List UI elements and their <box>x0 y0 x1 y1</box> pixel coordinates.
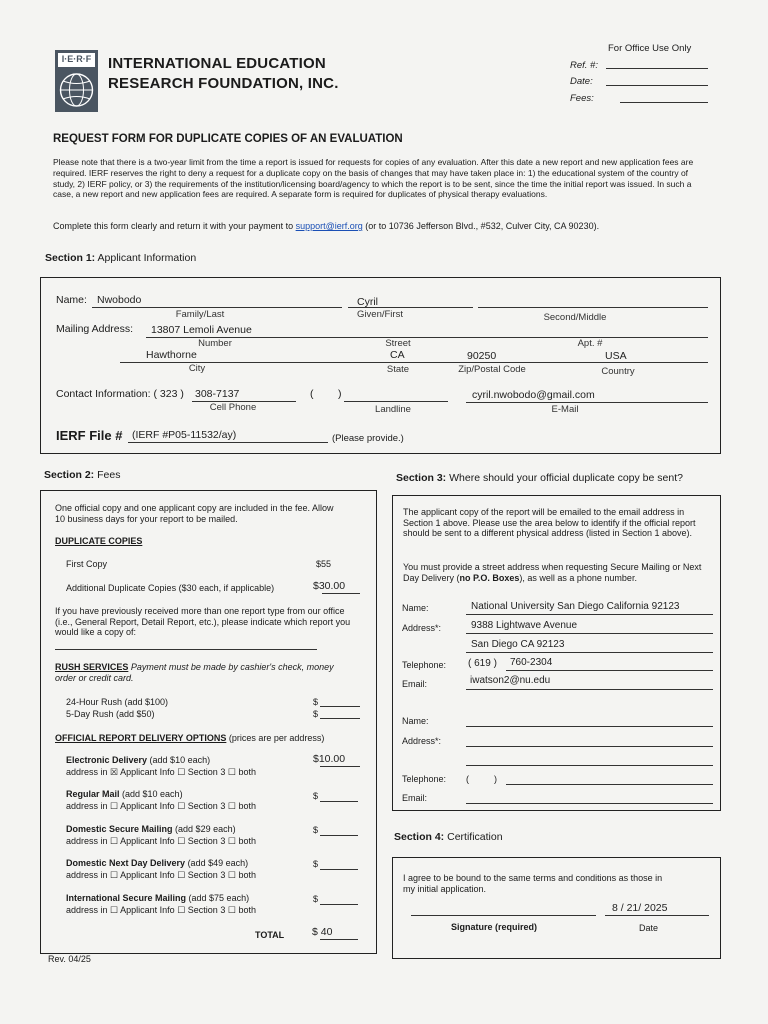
checkbox-icon[interactable]: ☐ <box>227 801 236 811</box>
s1-name-label: Name: <box>56 294 87 306</box>
second-name-field[interactable] <box>478 307 708 308</box>
checkbox-icon[interactable]: ☐ <box>227 767 236 777</box>
state-value: CA <box>390 349 405 361</box>
s3-paragraph1: The applicant copy of the report will be emailed to the email address in Section 1 above. Please use the area below to identify if the official report should be sent to a different physical address (listed in Section 1 above). <box>403 507 696 538</box>
included-text: One official copy and one applicant copy are included in the fee. Allow 10 business days for your report to be mailed. <box>55 503 334 524</box>
cap-country: Country <box>601 366 635 377</box>
section2-heading <box>44 469 120 481</box>
checkbox-icon[interactable]: ☐ <box>227 905 236 915</box>
domestic-next-day-address <box>66 870 256 881</box>
date-label-s4: Date <box>639 923 659 933</box>
section3-title: Where should your official duplicate copy be sent? <box>446 472 683 484</box>
agree-text: I agree to be bound to the same terms and conditions as those in my initial application. <box>403 873 663 894</box>
opt-both: both <box>238 870 256 880</box>
addr-in-text: address in <box>66 836 108 846</box>
office-use-title: For Office Use Only <box>608 43 692 54</box>
ierf-file-note: (Please provide.) <box>332 433 404 444</box>
opt-applicant: Applicant Info <box>120 767 175 777</box>
opt-applicant: Applicant Info <box>120 836 175 846</box>
family-name-value: Nwobodo <box>97 294 142 306</box>
section4-number: Section 4: <box>394 831 445 843</box>
signature-field[interactable] <box>411 915 596 916</box>
s3-address2-field1[interactable] <box>466 746 713 747</box>
section2-title: Fees <box>94 469 121 481</box>
multi-report-field[interactable] <box>55 649 317 650</box>
opt-section3: Section 3 <box>187 870 226 880</box>
delivery-note: (prices are per address) <box>226 733 325 743</box>
delivery-title: OFFICIAL REPORT DELIVERY OPTIONS <box>55 733 227 743</box>
opt-section3: Section 3 <box>187 836 226 846</box>
cap-state: State <box>386 364 410 375</box>
dom-secure-title: Domestic Secure Mailing <box>66 824 173 834</box>
area-close: ) <box>180 388 184 400</box>
additional-copies-label: Additional Duplicate Copies ($30 each, if applicable) <box>66 583 275 593</box>
checkbox-icon[interactable]: ☐ <box>177 905 186 915</box>
addr-in-text: address in <box>66 801 108 811</box>
addr-in-text: address in <box>66 767 108 777</box>
cap-cell: Cell Phone <box>209 402 257 413</box>
cap-zip: Zip/Postal Code <box>458 364 526 375</box>
section3-number: Section 3: <box>396 472 447 484</box>
email-field[interactable] <box>466 402 708 403</box>
regular-field[interactable] <box>320 801 358 802</box>
logo-text: I·E·R·F <box>61 54 92 64</box>
email-value: cyril.nwobodo@gmail.com <box>472 389 595 401</box>
s3-name-field[interactable] <box>466 614 713 615</box>
revision: Rev. 04/25 <box>48 954 91 964</box>
s3-name-label: Name: <box>402 603 429 613</box>
date-label: Date: <box>570 76 593 87</box>
intl-price: (add $75 each) <box>186 893 250 903</box>
first-copy-label: First Copy <box>66 559 108 569</box>
p2-a: You must provide a street address when requesting Secure Mailing or Next Day Delivery ( <box>403 562 702 583</box>
additional-copies-value: $30.00 <box>313 580 346 592</box>
s3-name2-label: Name: <box>402 716 429 726</box>
org-name-line1: INTERNATIONAL EDUCATION <box>108 55 326 72</box>
domestic-secure-address <box>66 836 256 847</box>
opt-both: both <box>238 836 256 846</box>
s3-name-value: National University San Diego California 92123 <box>471 601 680 612</box>
checkbox-icon[interactable]: ☐ <box>177 767 186 777</box>
cap-family: Family/Last <box>175 309 225 320</box>
addr-in-text: address in <box>66 870 108 880</box>
rush24-dollar: $ <box>313 697 319 707</box>
rush-services <box>55 662 345 683</box>
addr-in-text: address in <box>66 905 108 915</box>
s3-address-field1[interactable] <box>466 633 713 634</box>
checkbox-icon[interactable]: ☐ <box>177 870 186 880</box>
ref-label: Ref. #: <box>570 60 598 71</box>
section3-box <box>392 495 721 811</box>
rush5-field[interactable] <box>320 718 360 719</box>
dom-secure-price: (add $29 each) <box>172 824 236 834</box>
multi-report-text: If you have previously received more than one report type from our office (i.e., General Report, Detail Report, etc.), please indicate which report you would like a copy of: <box>55 606 351 637</box>
regular-mail-label <box>66 789 183 799</box>
checkbox-icon[interactable]: ☐ <box>110 905 119 915</box>
complete-instructions <box>53 221 599 231</box>
intl-dollar: $ <box>313 894 319 904</box>
complete-address: (or to 10736 Jefferson Blvd., #532, Culver City, CA 90230). <box>362 221 600 231</box>
ierf-file-value: (IERF #P05-11532/ay) <box>132 429 237 441</box>
intl-title: International Secure Mailing <box>66 893 187 903</box>
regular-title: Regular Mail <box>66 789 120 799</box>
opt-both: both <box>238 905 256 915</box>
form-title: REQUEST FORM FOR DUPLICATE COPIES OF AN EVALUATION <box>53 133 403 145</box>
dom-next-price: (add $49 each) <box>185 858 249 868</box>
section1-title: Applicant Information <box>95 252 197 264</box>
opt-applicant: Applicant Info <box>120 870 175 880</box>
cap-second: Second/Middle <box>543 312 607 323</box>
electronic-field[interactable] <box>320 766 360 767</box>
opt-section3: Section 3 <box>187 801 226 811</box>
p2-b: no P.O. Boxes <box>459 572 520 583</box>
cap-given: Given/First <box>357 309 403 320</box>
cap-number: Number <box>198 338 232 349</box>
cell-phone-value: 308-7137 <box>195 388 240 400</box>
total-value: $ 40 <box>312 926 333 938</box>
opt-applicant: Applicant Info <box>120 801 175 811</box>
cap-city: City <box>188 363 206 374</box>
s3-email2-label: Email: <box>402 793 428 803</box>
electronic-price: (add $10 each) <box>147 755 211 765</box>
first-copy-price: $55 <box>316 559 332 569</box>
area-code-value: 323 <box>159 388 178 400</box>
s3-telephone2-paren: ( ) <box>466 774 497 784</box>
opt-both: both <box>238 801 256 811</box>
intl-field[interactable] <box>320 904 358 905</box>
dom-secure-field[interactable] <box>320 835 358 836</box>
checkbox-icon[interactable]: ☐ <box>110 801 119 811</box>
cap-email: E-Mail <box>551 404 579 415</box>
s3-telephone-number: 760-2304 <box>510 657 553 668</box>
contact-label <box>56 388 184 400</box>
s3-address-line2: San Diego CA 92123 <box>471 639 565 650</box>
opt-section3: Section 3 <box>187 905 226 915</box>
given-name-value: Cyril <box>357 296 378 308</box>
ierf-logo <box>55 50 98 112</box>
s3-address-field2[interactable] <box>466 652 713 653</box>
signature-date-field[interactable] <box>605 915 709 916</box>
s3-telephone-area: ( 619 ) <box>468 658 497 669</box>
regular-address <box>66 801 256 812</box>
checkbox-icon[interactable]: ☐ <box>110 836 119 846</box>
landline-open: ( <box>310 388 314 400</box>
section1-heading <box>45 252 196 264</box>
org-name-line2: RESEARCH FOUNDATION, INC. <box>108 75 339 92</box>
checkbox-icon[interactable]: ☐ <box>227 870 236 880</box>
ierf-file-label: IERF File # <box>56 428 123 443</box>
s3-telephone-label: Telephone: <box>402 660 447 670</box>
section4-heading <box>394 831 503 843</box>
checkbox-checked-icon[interactable]: ☒ <box>110 767 119 777</box>
zip-value: 90250 <box>467 350 497 362</box>
s3-email2-field[interactable] <box>466 803 713 804</box>
rush-note: Payment must be made by cashier's check, money order or credit card. <box>55 662 334 683</box>
family-name-field[interactable] <box>92 307 342 308</box>
rush5-dollar: $ <box>313 709 319 719</box>
fees-field[interactable] <box>620 102 708 103</box>
opt-both: both <box>238 767 256 777</box>
mailing-label: Mailing Address: <box>56 323 134 335</box>
opt-section3: Section 3 <box>187 767 226 777</box>
section4-title: Certification <box>444 831 503 843</box>
landline-field[interactable] <box>344 401 448 402</box>
section3-heading <box>396 472 683 484</box>
dom-next-field[interactable] <box>320 869 358 870</box>
p2-c: ), as well as a phone number. <box>519 572 637 583</box>
checkbox-icon[interactable]: ☐ <box>177 801 186 811</box>
dom-next-title: Domestic Next Day Delivery <box>66 858 186 868</box>
dom-next-dollar: $ <box>313 859 319 869</box>
rush24-field[interactable] <box>320 706 360 707</box>
complete-text: Complete this form clearly and return it with your payment to <box>53 221 296 231</box>
ref-field[interactable] <box>606 68 708 69</box>
electronic-delivery-label <box>66 755 210 765</box>
domestic-secure-label <box>66 824 236 834</box>
s3-email-field[interactable] <box>466 689 713 690</box>
intro-text: Please note that there is a two-year limit from the time a report is issued for requests for copies of any evaluation. After this date a new report and new application fees are required. IERF reserves the right to deny a request for a duplicate copy on the basis of changes that may have taken place in: 1) the educational system of the country of study, 2) IERF policy, or 3) the requirements of the institution/licensing board/agency to which the report is to be sent, since the time the initial report was issued. In such a case, a new report and new application fees are required. A separate form is required for duplicates of physical therapy evaluations. <box>53 157 694 200</box>
domestic-next-day-label <box>66 858 248 868</box>
checkbox-icon[interactable]: ☐ <box>227 836 236 846</box>
regular-dollar: $ <box>313 791 319 801</box>
fees-label: Fees: <box>570 93 594 104</box>
rush5-label: 5-Day Rush (add $50) <box>66 709 155 719</box>
s3-paragraph2 <box>403 562 708 583</box>
s3-telephone2-label: Telephone: <box>402 774 447 784</box>
s3-address-label: Address*: <box>402 623 442 633</box>
signature-date-value: 8 / 21/ 2025 <box>612 902 668 914</box>
checkbox-icon[interactable]: ☐ <box>110 870 119 880</box>
dom-secure-dollar: $ <box>313 825 319 835</box>
street-value: 13807 Lemoli Avenue <box>151 324 252 336</box>
rush-title: RUSH SERVICES <box>55 662 129 672</box>
total-field[interactable] <box>320 939 358 940</box>
section2-number: Section 2: <box>44 469 95 481</box>
s3-telephone-field[interactable] <box>506 670 713 671</box>
s3-name2-field[interactable] <box>466 726 713 727</box>
cap-apt: Apt. # <box>577 338 603 349</box>
cap-landline: Landline <box>375 404 411 415</box>
s3-address2-label: Address*: <box>402 736 442 746</box>
checkbox-icon[interactable]: ☐ <box>177 836 186 846</box>
regular-price: (add $10 each) <box>119 789 183 799</box>
electronic-title: Electronic Delivery <box>66 755 148 765</box>
international-secure-address <box>66 905 256 916</box>
s3-email-value: iwatson2@nu.edu <box>470 675 551 686</box>
rush24-label: 24-Hour Rush (add $100) <box>66 697 169 707</box>
signature-label: Signature (required) <box>451 922 538 932</box>
electronic-value: $10.00 <box>313 753 346 765</box>
country-value: USA <box>605 350 627 362</box>
s3-telephone2-field[interactable] <box>506 784 713 785</box>
dup-copies-title: DUPLICATE COPIES <box>55 536 143 546</box>
section1-number: Section 1: <box>45 252 96 264</box>
delivery-options <box>55 733 324 743</box>
opt-applicant: Applicant Info <box>120 905 175 915</box>
ierf-file-field[interactable] <box>128 442 328 443</box>
s3-address2-field2[interactable] <box>466 765 713 766</box>
total-label: TOTAL <box>255 930 285 940</box>
date-field[interactable] <box>606 85 708 86</box>
electronic-address <box>66 767 256 778</box>
s3-address-line1: 9388 Lightwave Avenue <box>471 620 578 631</box>
international-secure-label <box>66 893 249 903</box>
additional-copies-field[interactable] <box>322 593 360 594</box>
landline-close: ) <box>338 388 342 400</box>
city-value: Hawthorne <box>146 349 197 361</box>
contact-text: Contact Information: ( <box>56 388 157 400</box>
cap-street: Street <box>385 338 411 349</box>
support-email-link[interactable]: support@ierf.org <box>295 221 363 231</box>
s3-email-label: Email: <box>402 679 428 689</box>
